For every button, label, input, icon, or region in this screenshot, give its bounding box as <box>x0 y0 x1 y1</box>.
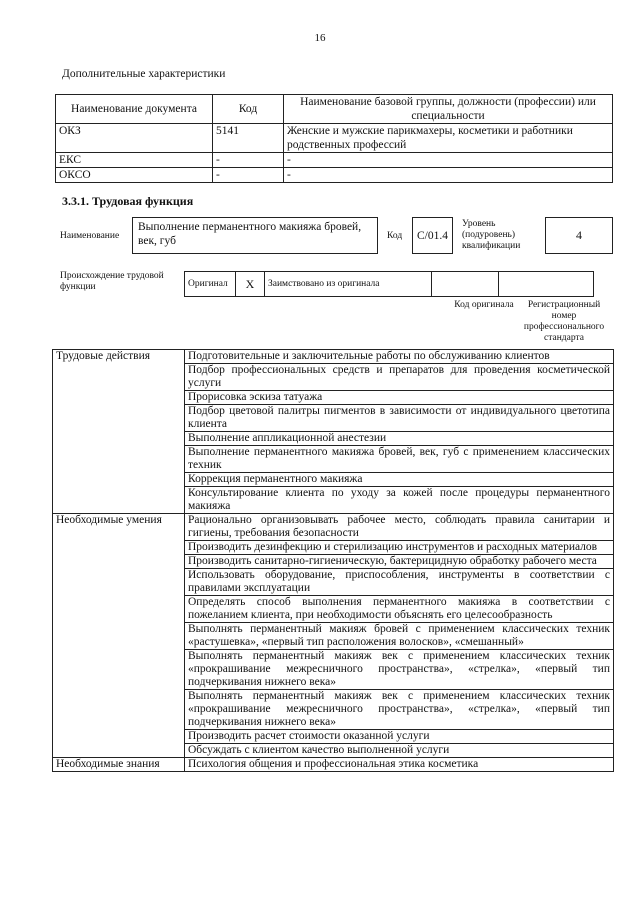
table-row <box>56 168 613 183</box>
table-cell: Выполнение аппликационной анестезии <box>185 432 614 446</box>
code-caption: Код оригинала <box>454 300 514 310</box>
row-label: Необходимые знания <box>53 758 185 772</box>
column-header: Код <box>213 95 284 124</box>
function-details-table <box>52 349 614 772</box>
function-code-value: C/01.4 <box>412 217 453 254</box>
table-cell: Коррекция перманентного макияжа <box>185 473 614 487</box>
table-cell: Психология общения и профессиональная этика косметика <box>185 758 614 772</box>
table-cell: - <box>213 153 284 168</box>
code-label: Код <box>387 231 403 241</box>
table-cell: Подбор цветовой палитры пигментов в зависимости от индивидуального цветотипа клиента <box>185 405 614 432</box>
table-cell: Выполнять перманентный макияж век с применением классических техник «прокрашивание межресничного пространства», «стрелка», «первый тип подчеркивания нижнего века» <box>185 690 614 730</box>
section-title: 3.3.1. Трудовая функция <box>62 194 194 208</box>
column-header: Наименование базовой группы, должности (профессии) или специальности <box>284 95 613 124</box>
table-cell: - <box>284 168 613 183</box>
row-label: Трудовые действия <box>53 350 185 514</box>
table-cell: Подбор профессиональных средств и препаратов для проведения косметической услуги <box>185 364 614 391</box>
registration-number-cell <box>499 272 594 297</box>
table-cell: ОКЗ <box>56 124 213 153</box>
table-row <box>56 124 613 153</box>
table-cell: Женские и мужские парикмахеры, косметики и работники родственных профессий <box>284 124 613 153</box>
name-label: Наименование <box>60 231 120 241</box>
registration-caption: Регистрационный номер профессионального стандарта <box>523 300 605 343</box>
table-cell: Использовать оборудование, приспособления, инструменты в соответствии с правилами эксплуатации <box>185 569 614 596</box>
table-cell: ЕКС <box>56 153 213 168</box>
origin-label: Происхождение трудовой функции <box>60 271 164 292</box>
table-cell: - <box>213 168 284 183</box>
original-code-cell <box>432 272 499 297</box>
table-cell: Выполнять перманентный макияж бровей с применением классических техник «растушевка», «первый тип расположения волосков», «смешанный» <box>185 623 614 650</box>
level-value: 4 <box>545 217 613 254</box>
table-cell: Консультирование клиента по уходу за кожей после процедуры перманентного макияжа <box>185 487 614 514</box>
table-cell: Прорисовка эскиза татуажа <box>185 391 614 405</box>
page-number: 16 <box>314 32 326 44</box>
table-row <box>53 514 614 541</box>
table-cell: Выполнять перманентный макияж век с применением классических техник «прокрашивание межресничного пространства», «стрелка», «первый тип подчеркивания нижнего века» <box>185 650 614 690</box>
function-name-value: Выполнение перманентного макияжа бровей, век, губ <box>132 217 378 254</box>
table-cell: 5141 <box>213 124 284 153</box>
table-row <box>56 153 613 168</box>
table-row <box>53 350 614 364</box>
table-header-row <box>56 95 613 124</box>
origin-table <box>184 271 594 297</box>
table-cell: Определять способ выполнения перманентного макияжа в соответствии с пожеланием клиента, при необходимости объяснять его целесообразность <box>185 596 614 623</box>
table-cell: Рационально организовывать рабочее место, соблюдать правила санитарии и гигиены, требования безопасности <box>185 514 614 541</box>
table-row <box>53 758 614 772</box>
table-cell: Производить дезинфекцию и стерилизацию инструментов и расходных материалов <box>185 541 614 555</box>
table-cell: Производить санитарно-гигиеническую, бактерицидную обработку рабочего места <box>185 555 614 569</box>
table-cell: ОКСО <box>56 168 213 183</box>
table-cell: Подготовительные и заключительные работы по обслуживанию клиентов <box>185 350 614 364</box>
table-cell: - <box>284 153 613 168</box>
row-label: Необходимые умения <box>53 514 185 758</box>
original-label: Оригинал <box>185 272 236 297</box>
table-cell: Обсуждать с клиентом качество выполненной услуги <box>185 744 614 758</box>
additional-characteristics-title: Дополнительные характеристики <box>62 68 226 80</box>
borrowed-label: Заимствовано из оригинала <box>265 272 432 297</box>
table-cell: Выполнение перманентного макияжа бровей, век, губ с применением классических техник <box>185 446 614 473</box>
original-mark: X <box>236 272 265 297</box>
table-cell: Производить расчет стоимости оказанной услуги <box>185 730 614 744</box>
characteristics-table <box>55 94 613 183</box>
level-label: Уровень (подуровень) квалификации <box>462 219 521 251</box>
column-header: Наименование документа <box>56 95 213 124</box>
